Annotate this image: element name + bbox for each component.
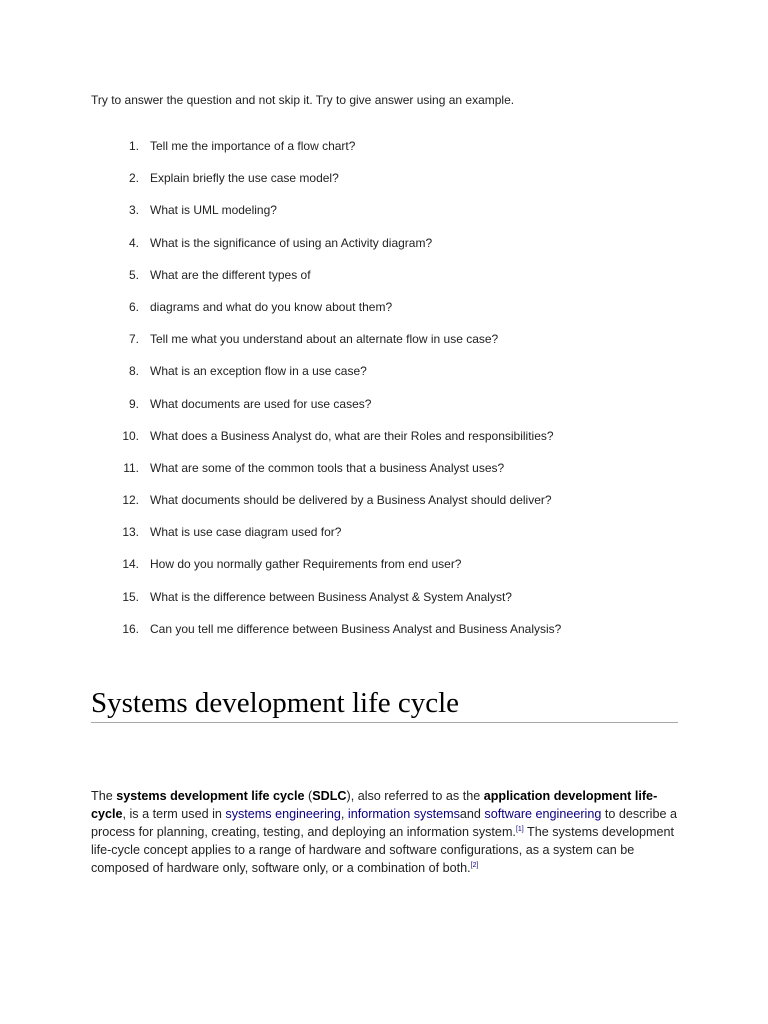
question-text: What is the difference between Business Analyst & System Analyst? xyxy=(150,589,512,604)
list-item xyxy=(0,524,768,556)
question-list xyxy=(0,138,768,653)
list-number: 12. xyxy=(122,493,139,508)
list-number: 6. xyxy=(128,299,139,314)
list-item xyxy=(0,267,768,299)
list-number: 1. xyxy=(128,139,139,153)
list-item xyxy=(0,589,768,621)
paragraph-text: The systems development life-cycle concept applies to a range of hardware and software configurations, as a system can be composed of hardware only, software only, or a combination of both. xyxy=(91,825,674,875)
list-item xyxy=(0,621,768,653)
list-number: 9. xyxy=(128,396,139,411)
question-text: How do you normally gather Requirements from end user? xyxy=(150,557,462,572)
paragraph-text: The xyxy=(91,789,117,803)
list-item xyxy=(0,556,768,588)
bold-term: systems development life cycle xyxy=(116,789,305,803)
paragraph-text: and xyxy=(459,807,485,821)
question-text: What are the different types of xyxy=(150,267,311,282)
question-text: What is the significance of using an Activity diagram? xyxy=(150,235,433,250)
question-text: Tell me the importance of a flow chart? xyxy=(150,139,356,153)
link-information-systems[interactable]: information systems xyxy=(347,807,460,821)
list-item xyxy=(0,363,768,395)
instructions-text: Try to answer the question and not skip it. Try to give answer using an example. xyxy=(91,93,515,107)
list-item xyxy=(0,396,768,428)
question-text: diagrams and what do you know about them? xyxy=(150,299,393,314)
list-item xyxy=(0,428,768,460)
bold-term: SDLC xyxy=(312,789,347,803)
paragraph-text: , xyxy=(340,807,348,821)
list-item xyxy=(0,138,768,170)
list-item xyxy=(0,299,768,331)
citation-link-2[interactable]: [2] xyxy=(470,861,479,869)
paragraph-text: ( xyxy=(304,789,313,803)
list-item xyxy=(0,202,768,234)
list-number: 15. xyxy=(122,589,139,604)
list-number: 2. xyxy=(128,171,139,186)
list-item xyxy=(0,331,768,363)
list-number: 7. xyxy=(128,332,139,347)
list-number: 11. xyxy=(123,460,139,475)
list-number: 14. xyxy=(122,557,139,572)
list-item xyxy=(0,235,768,267)
list-number: 10. xyxy=(122,428,139,443)
list-item xyxy=(0,492,768,524)
bold-term: application development life-cycle xyxy=(91,789,658,821)
question-text: Explain briefly the use case model? xyxy=(150,171,339,186)
paragraph-text: ), also referred to as the xyxy=(346,789,484,803)
sdlc-paragraph xyxy=(91,787,681,877)
list-number: 13. xyxy=(122,525,139,540)
list-number: 3. xyxy=(128,203,139,218)
paragraph-text: to describe a process for planning, creating, testing, and deploying an information system. xyxy=(91,807,677,839)
question-text: What is use case diagram used for? xyxy=(150,525,342,540)
list-number: 8. xyxy=(128,364,139,379)
question-text: What is an exception flow in a use case? xyxy=(150,364,367,379)
question-text: What are some of the common tools that a business Analyst uses? xyxy=(150,460,505,475)
question-text: What is UML modeling? xyxy=(150,203,277,218)
question-text: What does a Business Analyst do, what are their Roles and responsibilities? xyxy=(150,428,554,443)
question-text: Tell me what you understand about an alternate flow in use case? xyxy=(150,332,499,347)
section-heading: Systems development life cycle xyxy=(91,684,678,723)
list-number: 5. xyxy=(128,267,139,282)
citation-link-1[interactable]: [1] xyxy=(515,825,524,833)
list-number: 16. xyxy=(122,621,139,636)
list-item xyxy=(0,460,768,492)
question-text: What documents should be delivered by a Business Analyst should deliver? xyxy=(150,493,552,508)
list-number: 4. xyxy=(128,235,139,250)
question-text: What documents are used for use cases? xyxy=(150,396,372,411)
link-systems-engineering[interactable]: systems engineering xyxy=(225,807,341,821)
paragraph-text: , is a term used in xyxy=(122,807,226,821)
question-text: Can you tell me difference between Business Analyst and Business Analysis? xyxy=(150,621,562,636)
link-software-engineering[interactable]: software engineering xyxy=(484,807,602,821)
list-item xyxy=(0,170,768,202)
